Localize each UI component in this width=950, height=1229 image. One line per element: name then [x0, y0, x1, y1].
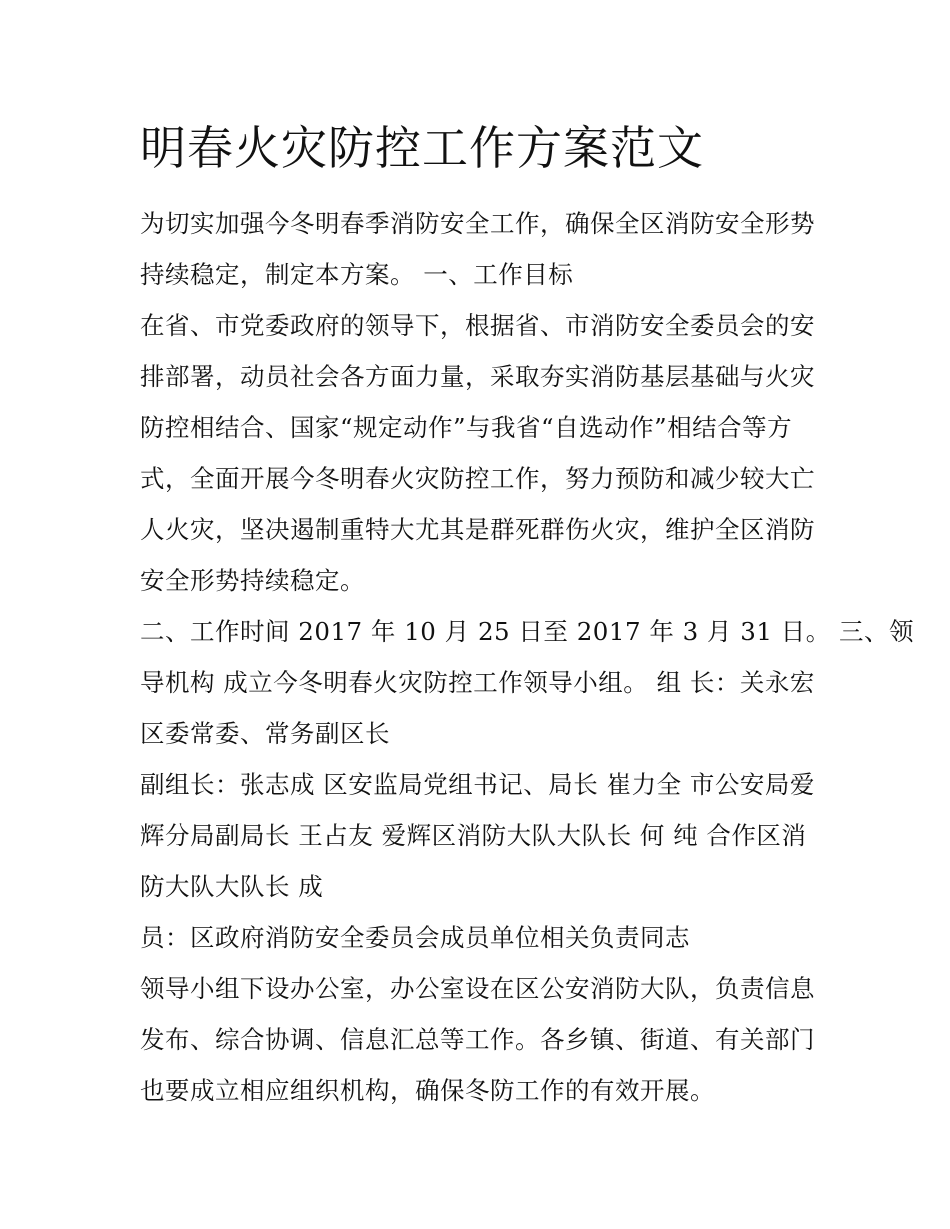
text-line: 领导小组下设办公室，办公室设在区公安消防大队，负责信息 — [140, 974, 815, 1003]
document-content — [140, 116, 915, 1116]
text-line: 导机构 成立今冬明春火灾防控工作领导小组。 组 长：关永宏 — [140, 668, 815, 697]
text-line: 防控相结合、国家“规定动作”与我省“自选动作”相结合等方 — [140, 413, 793, 442]
text-line: 安全形势持续稳定。 — [140, 566, 365, 595]
text-line: 员：区政府消防安全委员会成员单位相关负责同志 — [140, 923, 690, 952]
text-line: 式，全面开展今冬明春火灾防控工作，努力预防和减少较大亡 — [140, 464, 815, 493]
text-line: 为切实加强今冬明春季消防安全工作，确保全区消防安全形势 — [140, 209, 815, 238]
text-line: 辉分局副局长 王占友 爱辉区消防大队大队长 何 纯 合作区消 — [140, 821, 807, 850]
text-line: 持续稳定，制定本方案。 一、工作目标 — [140, 260, 574, 289]
text-line: 发布、综合协调、信息汇总等工作。各乡镇、街道、有关部门 — [140, 1025, 815, 1054]
document-title: 明春火灾防控工作方案范文 — [140, 121, 704, 175]
text-line: 人火灾，坚决遏制重特大尤其是群死群伤火灾，维护全区消防 — [140, 515, 815, 544]
text-line: 也要成立相应组织机构，确保冬防工作的有效开展。 — [140, 1076, 715, 1105]
text-line: 副组长：张志成 区安监局党组书记、局长 崔力全 市公安局爱 — [140, 770, 815, 799]
text-line: 排部署，动员社会各方面力量，采取夯实消防基层基础与火灾 — [140, 362, 815, 391]
text-line: 防大队大队长 成 — [140, 872, 324, 901]
text-line: 区委常委、常务副区长 — [140, 719, 390, 748]
text-line: 在省、市党委政府的领导下，根据省、市消防安全委员会的安 — [140, 311, 815, 340]
text-line: 二、工作时间 2017 年 10 月 25 日至 2017 年 3 月 31 日。 三、领 — [140, 617, 915, 646]
